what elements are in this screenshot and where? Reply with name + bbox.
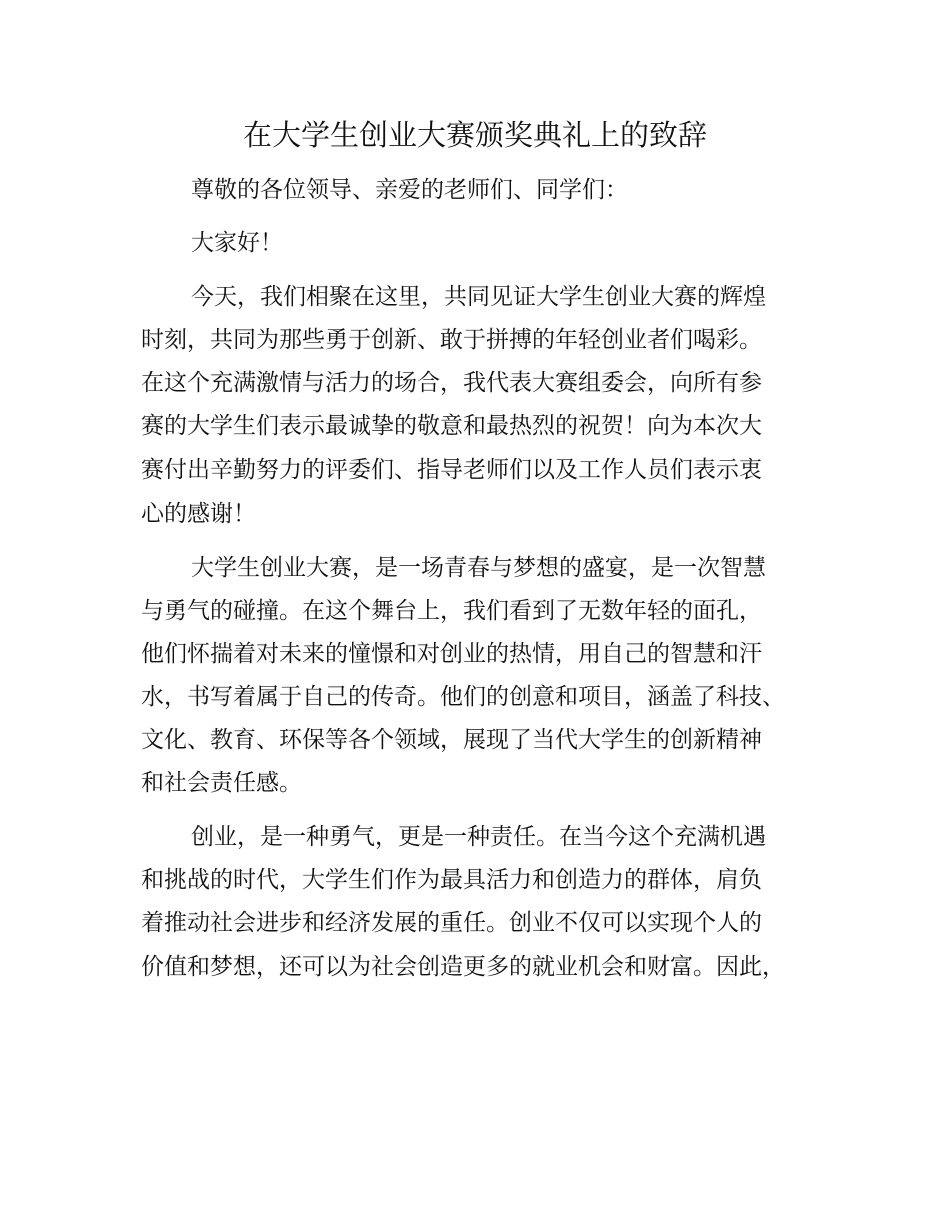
paragraph-line: 赛的大学生们表示最诚挚的敬意和最热烈的祝贺！向为本次大 <box>141 413 762 439</box>
paragraph-line: 心的感谢！ <box>141 501 256 527</box>
paragraph-line: 大学生创业大赛，是一场青春与梦想的盛宴，是一次智慧 <box>191 555 766 581</box>
paragraph-line: 和挑战的时代，大学生们作为最具活力和创造力的群体，肩负 <box>141 867 762 893</box>
paragraph-line: 在这个充满激情与活力的场合，我代表大赛组委会，向所有参 <box>141 370 762 396</box>
paragraph-line: 与勇气的碰撞。在这个舞台上，我们看到了无数年轻的面孔， <box>141 598 762 624</box>
paragraph-line: 价值和梦想，还可以为社会创造更多的就业机会和财富。因此， <box>141 954 785 980</box>
paragraph-line: 今天，我们相聚在这里，共同见证大学生创业大赛的辉煌 <box>191 284 766 310</box>
paragraph-line: 创业，是一种勇气，更是一种责任。在当今这个充满机遇 <box>191 824 766 850</box>
paragraph-line: 和社会责任感。 <box>141 770 302 796</box>
paragraph-line: 水，书写着属于自己的传奇。他们的创意和项目，涵盖了科技、 <box>141 684 785 710</box>
salutation: 尊敬的各位领导、亲爱的老师们、同学们： <box>191 177 628 203</box>
paragraph-line: 时刻，共同为那些勇于创新、敢于拼搏的年轻创业者们喝彩。 <box>141 327 762 353</box>
document-title: 在大学生创业大赛颁奖典礼上的致辞 <box>242 118 707 152</box>
paragraph-line: 文化、教育、环保等各个领域，展现了当代大学生的创新精神 <box>141 727 762 753</box>
paragraph-line: 着推动社会进步和经济发展的重任。创业不仅可以实现个人的 <box>141 910 762 936</box>
paragraph-line: 赛付出辛勤努力的评委们、指导老师们以及工作人员们表示衷 <box>141 457 762 483</box>
paragraph-line: 他们怀揣着对未来的憧憬和对创业的热情，用自己的智慧和汗 <box>141 641 762 667</box>
greeting: 大家好！ <box>191 230 283 256</box>
